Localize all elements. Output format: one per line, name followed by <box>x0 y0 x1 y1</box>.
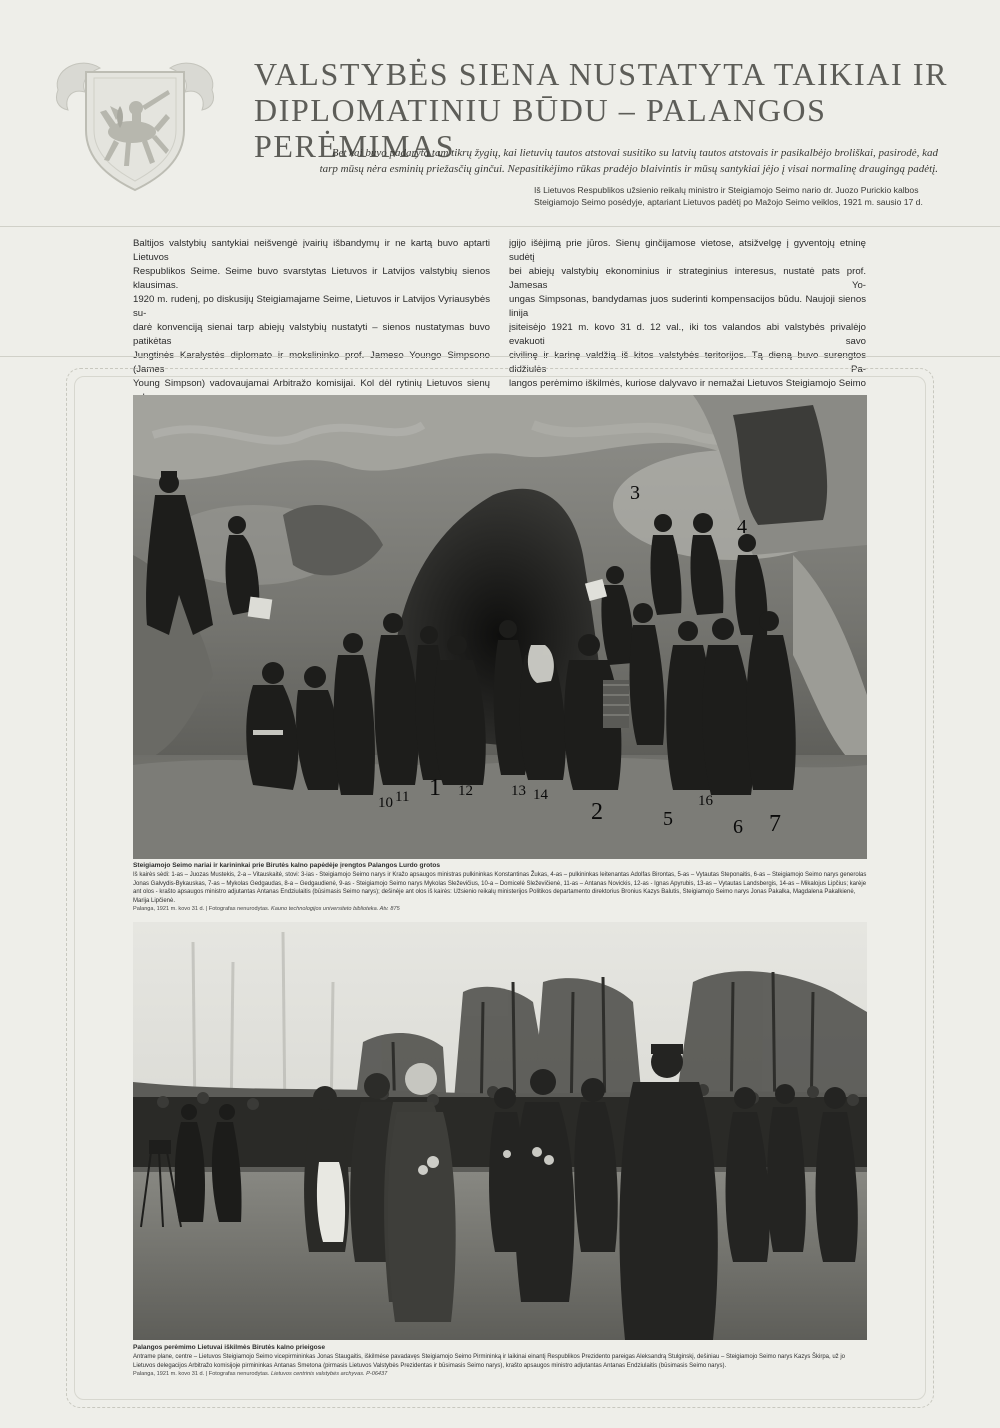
photo-palanga-caption <box>133 1344 867 1379</box>
vytis-crest-logo <box>50 50 220 195</box>
intro-line: darė konvenciją sienai tarp abiejų valstybių nustatyti – sienos nustatymas buvo patikėtas <box>133 322 490 347</box>
photo-grotto-credit-text: Palanga, 1921 m. kovo 31 d. | Fotografas nenurodytas. <box>133 906 270 913</box>
photo-palanga-image <box>133 922 867 1340</box>
photo-number-13: 13 <box>511 783 526 799</box>
epigraph-source <box>450 184 938 208</box>
photo-number-11: 11 <box>395 789 410 805</box>
intro-line: įsiteisėjo 1921 m. kovo 31 d. 12 val., iki tos valandos abi valstybės privalėjo evakuoti savo <box>509 322 866 347</box>
photo-number-2: 2 <box>591 799 603 825</box>
photo-number-1: 1 <box>429 775 441 801</box>
photo-grotto-caption-credit <box>133 905 867 913</box>
photo-number-14: 14 <box>533 787 548 803</box>
photo-number-3: 3 <box>630 482 640 504</box>
intro-line: Baltijos valstybių santykiai neišvengė įvairių išbandymų ir ne kartą buvo aptarti Lietuvos <box>133 238 490 263</box>
photo-grotto-group <box>133 395 867 859</box>
epigraph-source-line-2: Steigiamojo Seimo posėdyje, aptariant Lietuvos padėtį po Mažojo Seimo veiklos, 1921 m. sausio 17 d. <box>534 197 923 207</box>
epigraph-source-line-1: Iš Lietuvos Respublikos užsienio reikalų ministro ir Steigiamojo Seimo nario dr. Juozo Purickio kalbos <box>534 185 919 195</box>
intro-line: ungas Simpsonas, bandydamas juos suderinti kompensacijos būdu. Naujoji sienos linija <box>509 294 866 319</box>
photo-number-6: 6 <box>733 816 743 838</box>
photo-grotto-image <box>133 395 867 859</box>
intro-line: (James <box>133 364 165 375</box>
intro-line: 1920 m. rudenį, po diskusijų Steigiamajame Seime, Lietuvos ir Latvijos Vyriausybės su- <box>133 294 490 319</box>
photo-grotto-caption-title: Steigiamojo Seimo nariai ir karininkai prie Birutės kalno papėdėje įrengtos Palangos Lurdo grotos <box>133 862 441 869</box>
photo-number-12: 12 <box>458 783 473 799</box>
photo-palanga-caption-credit <box>133 1370 867 1378</box>
intro-line: langos perėmimo iškilmės, kuriose dalyvavo ir nemažai Lietuvos Steigiamojo Seimo <box>509 378 866 389</box>
intro-line: Respublikos Seime. Seime buvo svarstytas Lietuvos ir Latvijos valstybių sienos klausimas. <box>133 266 490 291</box>
intro-line: Young Simpson) vadovaujamai Arbitražo komisijai. Kol dėl rytinių Lietuvos sienų <box>133 378 490 389</box>
photo-number-5: 5 <box>663 808 673 830</box>
divider-bottom <box>0 356 1000 357</box>
photo-number-7: 7 <box>769 811 781 837</box>
photo-grotto-caption-body: Iš kairės sėdi: 1-as – Juozas Mustekis, 2-a – Vitauskaitė, stovi: 3-ias - Steigiamojo Seimo narys ir Kražo apsaugos ministras pulkininkas Konstantinas Žukas, 4-as – pulkininkas leitenantas Adolfas Birontas, 5-as – Vytautas Steponaitis, 6-as – Steigiamojo Seimo narys generolas Jonas Galvydis-Bykauskas, 7-as – Mykolas Gedgaudas, 8-a – Gedgaudienė, 9-as - Steigiamojo Seimo narys Mykolas Sleževičius, 10-a – Domicelė Sleževičienė, 11-as – Antanas Novickis, 12-as - Ignas Apyrubis, 13-as – Vytautas Landsbergis, 14-as – Mikalojus Lipčius; karėje ant olos - krašto apsaugos ministro adjutantas Antanas Endziulaitis (būsimasis Seimo narys); dešinėje ant olos iš kairės: Užsienio reikalų ministerijos Politikos departamento direktorius Bronius Kazys Balutis, Steigiamojo Seimo narys Jonas Pakalka, Magdalena Pakalkienė, Marija Lipčienė. <box>133 872 867 904</box>
intro-line: įgijo išėjimą prie jūros. Sienų ginčijamose vietose, atsižvelgę į gyventojų etninę sudėtį <box>509 238 866 263</box>
photo-palanga-caption-body: Antrame plane, centre – Lietuvos Steigiamojo Seimo vicepirmininkas Jonas Staugaitis, iškilmėse pavadavęs Steigiamojo Seimo Pirmininką ir laikinai einantį Respublikos Prezidento pareigas Aleksandrą Stulginskį, dešiniau – Steigiamojo Seimo narys Kazys Škirpa, už jo Lietuvos delegacijos Arbitražo komisijoje pirmininkas Antanas Smetona (pirmasis Lietuvos Valstybės Prezidentas ir būsimasis Seimo narys), krašto apsaugos ministro adjutantas Antanas Endziulaitis (būsimasis Seimo narys). <box>133 1354 846 1369</box>
photo-number-10: 10 <box>378 795 393 811</box>
photo-palanga-ceremony <box>133 922 867 1340</box>
page-title-line-2: DIPLOMATINIU BŪDU – PALANGOS PERĖMIMAS <box>254 92 827 164</box>
photo-number-16: 16 <box>698 793 713 809</box>
intro-line: bei abiejų valstybių ekonominius ir strateginius interesus, nustatė pats prof. Jamesas Yo- <box>509 266 866 291</box>
epigraph-quote: Bet kai buvo padaryta tam tikrų žygių, kai lietuvių tautos atstovai susitiko su latvių tautos atstovais ir pasikalbėjo broliškai, pasirodė, kad tarp mūsų nėra esminių priežasčių ginčui. Nepasitikėjimo rūkas pradėjo blaivintis ir mūsų santykiai jėjo į visai normalinę draugingą padėtį. <box>319 147 938 175</box>
intro-line: didžiulės Pa- <box>509 364 866 375</box>
photo-grotto-caption <box>133 862 867 913</box>
divider-top <box>0 226 1000 227</box>
photo-palanga-caption-title: Palangos perėmimo Lietuvai iškilmės Birutės kalno prieigose <box>133 1344 326 1351</box>
photo-palanga-credit-source: Lietuvos centrinis valstybės archyvas. P-06437 <box>270 1371 388 1378</box>
photo-grotto-credit-source: Kauno technologijos universiteto biblioteka. Atv. 875 <box>270 906 400 913</box>
page-title-line-1: VALSTYBĖS SIENA NUSTATYTA TAIKIAI IR <box>254 56 949 92</box>
photo-number-4: 4 <box>737 516 747 538</box>
photo-palanga-credit-text: Palanga, 1921 m. kovo 31 d. | Fotografas nenurodytas. <box>133 1371 270 1378</box>
